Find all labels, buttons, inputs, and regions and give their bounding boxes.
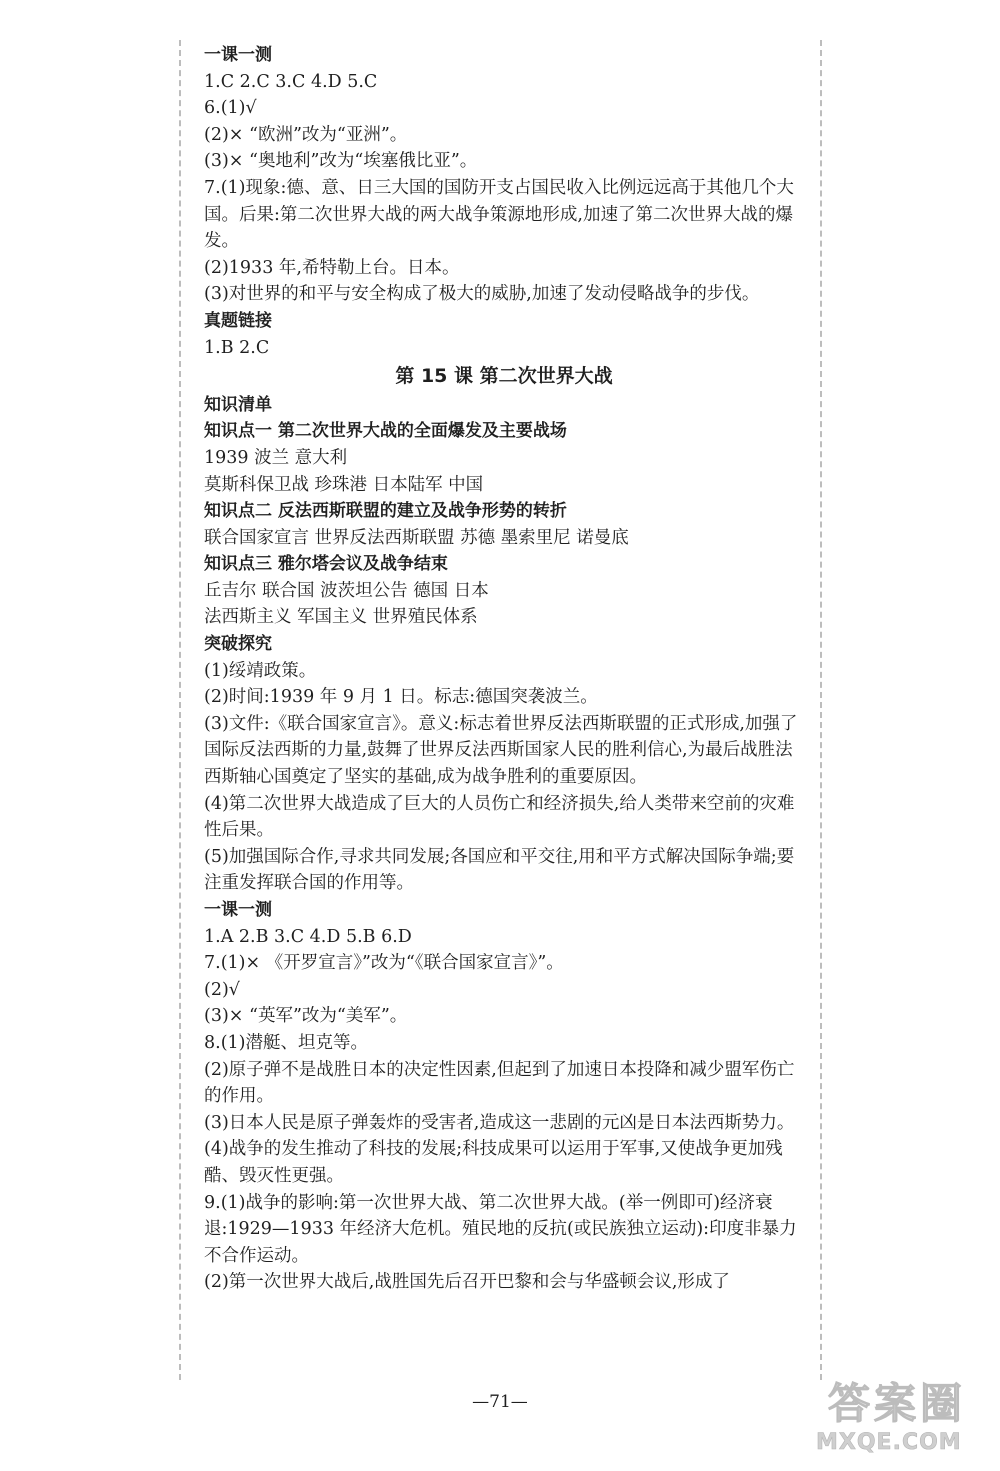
answer-paragraph: (4)战争的发生推动了科技的发展;科技成果可以运用于军事,又使战争更加残酷、毁灭性更强。: [204, 1139, 783, 1186]
answer-line: (1)绥靖政策。: [204, 660, 317, 681]
lesson-title: 第 15 课 第二次世界大战: [395, 365, 613, 388]
page-number: —71—: [472, 1392, 528, 1412]
section-heading-knowledge: 知识清单: [204, 394, 272, 415]
knowledge-point-title: 知识点三 雅尔塔会议及战争结束: [204, 554, 448, 575]
section-heading-quiz: 一课一测: [204, 900, 272, 920]
answer-line: (2)时间:1939 年 9 月 1 日。标志:德国突袭波兰。: [204, 687, 598, 708]
answer-line: 7.(1)× 《开罗宣言》”改为“《联合国家宣言》”。: [204, 953, 564, 974]
answer-line: (3)× “英军”改为“美军”。: [204, 1006, 408, 1027]
answer-paragraph: (3)日本人民是原子弹轰炸的受害者,造成这一悲剧的元凶是日本法西斯势力。: [204, 1112, 795, 1133]
knowledge-point-title: 知识点一 第二次世界大战的全面爆发及主要战场: [204, 421, 567, 442]
answer-paragraph: 7.(1)现象:德、意、日三大国的国防开支占国民收入比例远远高于其他几个大国。后果:第二次世界大战的两大战争策源地形成,加速了第二次世界大战的爆发。: [204, 177, 794, 252]
answer-line: 1939 波兰 意大利: [204, 447, 348, 468]
answer-line: 8.(1)潜艇、坦克等。: [204, 1032, 368, 1053]
answer-line: (2)√: [204, 979, 240, 1000]
answer-line: 6.(1)√: [204, 98, 257, 119]
answer-paragraph: 9.(1)战争的影响:第一次世界大战、第二次世界大战。(举一例即可)经济衰退:1929—1933 年经济大危机。殖民地的反抗(或民族独立运动):印度非暴力不合作运动。: [204, 1192, 797, 1266]
knowledge-point-title: 知识点二 反法西斯联盟的建立及战争形势的转折: [204, 501, 567, 522]
section-heading-explore: 突破探究: [204, 634, 272, 655]
answer-line: 1.A 2.B 3.C 4.D 5.B 6.D: [204, 926, 412, 947]
answer-paragraph: (2)第一次世界大战后,战胜国先后召开巴黎和会与华盛顿会议,形成了: [204, 1272, 730, 1293]
section-heading-quiz: 一课一测: [204, 45, 272, 65]
left-dashed-rule: [179, 40, 181, 1380]
answer-line: 丘吉尔 联合国 波茨坦公告 德国 日本: [204, 580, 489, 601]
answer-line: (2)× “欧洲”改为“亚洲”。: [204, 124, 408, 145]
section-heading-real: 真题链接: [204, 310, 272, 331]
answer-content: [204, 42, 804, 1296]
answer-line: 联合国家宣言 世界反法西斯联盟 苏德 墨索里尼 诺曼底: [204, 527, 629, 548]
answer-line: (3)× “奥地利”改为“埃塞俄比亚”。: [204, 151, 478, 172]
answer-paragraph: (3)对世界的和平与安全构成了极大的威胁,加速了发动侵略战争的步伐。: [204, 284, 760, 305]
answer-paragraph: (5)加强国际合作,寻求共同发展;各国应和平交往,用和平方式解决国际争端;要注重发挥联合国的作用等。: [204, 846, 795, 894]
answer-paragraph: (2)原子弹不是战胜日本的决定性因素,但起到了加速日本投降和减少盟军伤亡的作用。: [204, 1059, 795, 1107]
answer-paragraph: (4)第二次世界大战造成了巨大的人员伤亡和经济损失,给人类带来空前的灾难性后果。: [204, 793, 795, 841]
watermark-logo-text: 答案圈: [827, 1379, 966, 1428]
right-dashed-rule: [820, 40, 822, 1380]
watermark-url: MXQE.COM: [816, 1430, 962, 1455]
answer-line: 1.B 2.C: [204, 337, 270, 358]
answer-line: 1.C 2.C 3.C 4.D 5.C: [204, 71, 378, 92]
watermark-logo: [812, 1378, 988, 1460]
answer-line: (2)1933 年,希特勒上台。日本。: [204, 257, 460, 278]
answer-line: 莫斯科保卫战 珍珠港 日本陆军 中国: [204, 474, 484, 495]
answer-paragraph: (3)文件:《联合国家宣言》。意义:标志着世界反法西斯联盟的正式形成,加强了国际反法西斯的力量,鼓舞了世界反法西斯国家人民的胜利信心,为最后战胜法西斯轴心国奠定了坚实的基础,成为战争胜利的重要原因。: [204, 713, 798, 788]
answer-line: 法西斯主义 军国主义 世界殖民体系: [204, 607, 478, 628]
